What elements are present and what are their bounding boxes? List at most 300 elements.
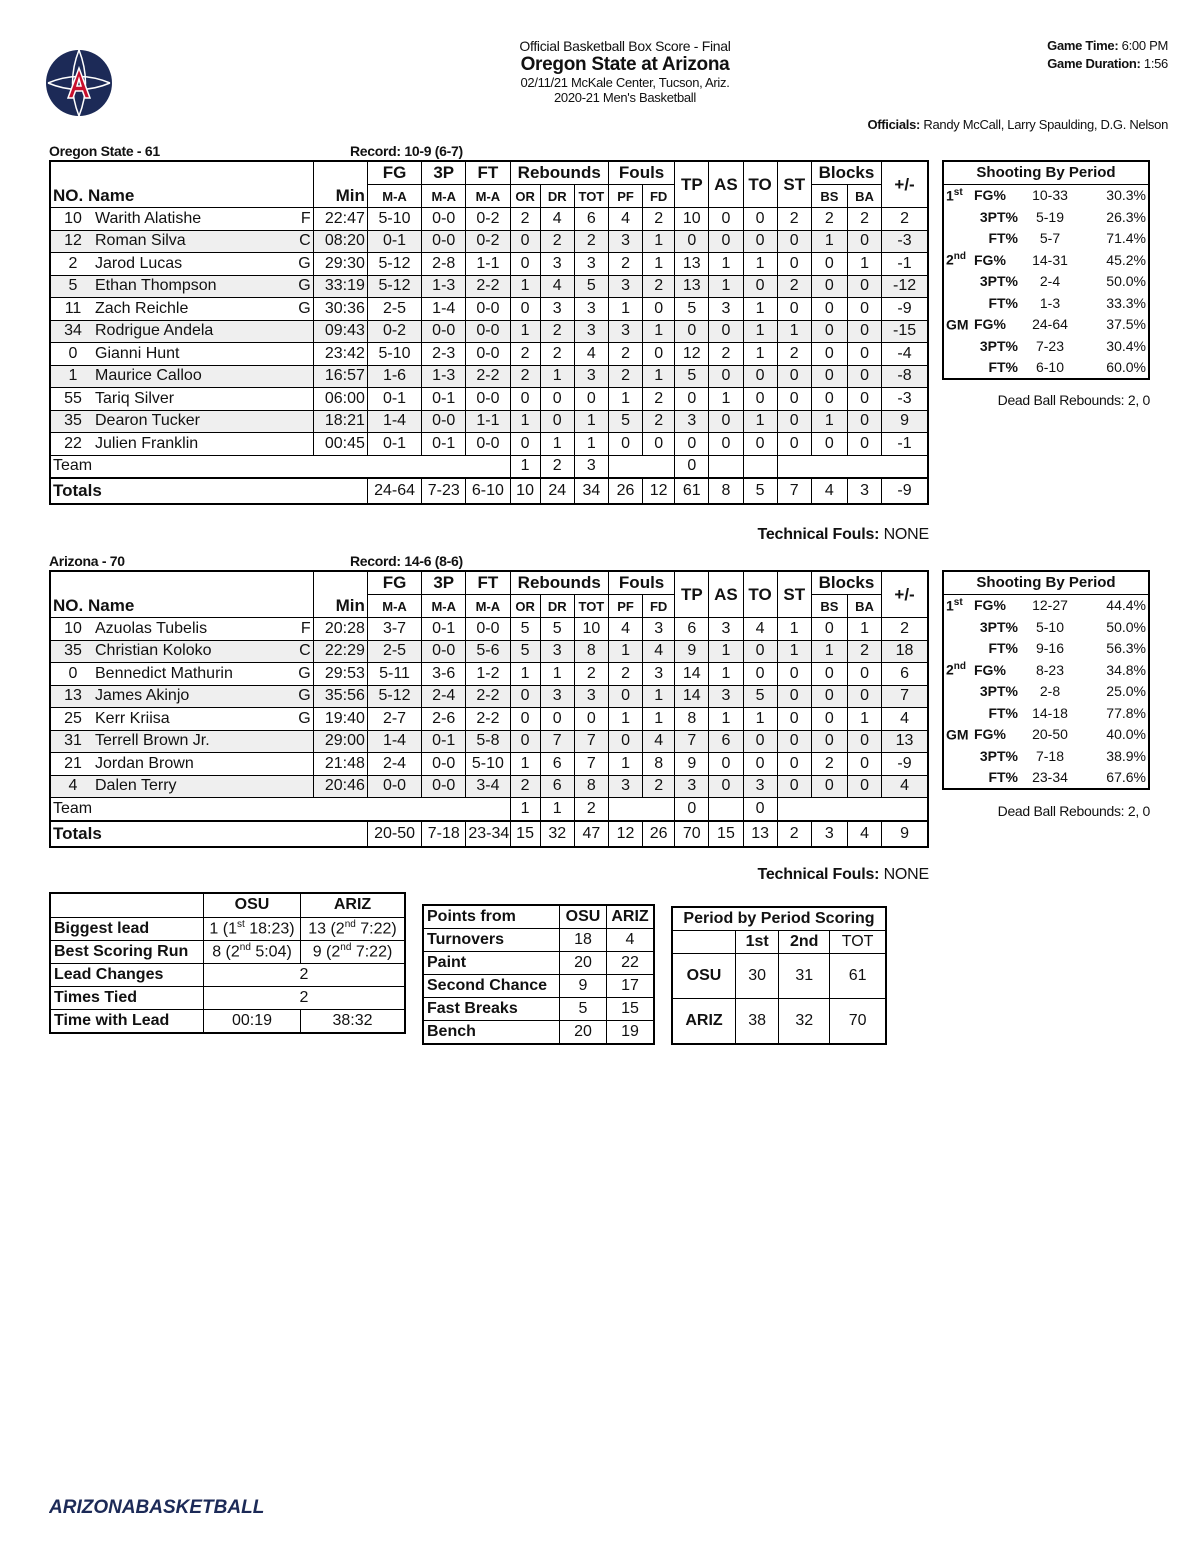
player-stat: 1 bbox=[643, 230, 675, 253]
team-tp: 0 bbox=[675, 798, 709, 821]
totals-stat: 4 bbox=[847, 821, 881, 847]
shooting-row bbox=[943, 702, 1149, 724]
officials-names: Randy McCall, Larry Spaulding, D.G. Nelson bbox=[923, 117, 1168, 132]
player-stat: 2 bbox=[540, 230, 574, 253]
period-team: ARIZ bbox=[672, 999, 736, 1045]
player-position: C bbox=[299, 232, 311, 250]
player-stat: 1 bbox=[777, 618, 811, 641]
player-stat: 0 bbox=[675, 388, 709, 411]
shooting-row bbox=[943, 681, 1149, 703]
player-stat: 5 bbox=[675, 298, 709, 321]
shooting-made-attempted: 12-27 bbox=[1032, 597, 1068, 614]
player-name-cell bbox=[50, 730, 313, 753]
player-position: G bbox=[298, 664, 311, 682]
shooting-stat-name: 3PT% bbox=[979, 273, 1018, 290]
player-number: 0 bbox=[68, 664, 78, 682]
shooting-percentage: 50.0% bbox=[1106, 618, 1146, 635]
player-stat: 5 bbox=[675, 365, 709, 388]
player-stat: 3 bbox=[709, 618, 743, 641]
player-stat: 4 bbox=[608, 618, 642, 641]
player-stat: 3-6 bbox=[422, 663, 466, 686]
player-stat: 1 bbox=[643, 253, 675, 276]
player-name-cell bbox=[50, 320, 313, 343]
header-name: Name bbox=[87, 185, 135, 205]
player-stat: 1-3 bbox=[422, 365, 466, 388]
team-dr: 2 bbox=[540, 455, 574, 478]
player-stat: 0 bbox=[847, 388, 881, 411]
player-stat: 1 bbox=[510, 320, 540, 343]
player-stat: 2 bbox=[574, 663, 608, 686]
player-stat: 0 bbox=[608, 730, 642, 753]
player-stat: 0 bbox=[743, 433, 777, 456]
player-stat: 0 bbox=[675, 433, 709, 456]
header-sub-ma: M-A bbox=[422, 185, 466, 208]
player-stat: 8 bbox=[643, 753, 675, 776]
shooting-made-attempted: 6-10 bbox=[1035, 359, 1065, 376]
shooting-made-attempted: 14-31 bbox=[1032, 251, 1068, 268]
player-name: Azuolas Tubelis bbox=[95, 619, 208, 637]
shooting-percentage: 44.4% bbox=[1106, 597, 1146, 614]
season-label: 2020-21 Men's Basketball bbox=[554, 89, 696, 105]
header-3p: 3P bbox=[422, 571, 466, 595]
osu-biggest-lead: 1 (1st 18:23) bbox=[204, 917, 301, 940]
player-stat: 4 bbox=[882, 708, 928, 731]
player-stat: 1 bbox=[709, 388, 743, 411]
period-suffix: nd bbox=[953, 661, 967, 673]
totals-stat: 47 bbox=[574, 821, 608, 847]
player-name-cell bbox=[50, 775, 313, 798]
player-stat: 00:45 bbox=[313, 433, 367, 456]
totals-stat: 5 bbox=[743, 478, 777, 504]
player-stat: 0 bbox=[743, 230, 777, 253]
player-stat: 29:00 bbox=[313, 730, 367, 753]
totals-stat: 15 bbox=[510, 821, 540, 847]
shooting-stat-name: FG% bbox=[974, 726, 1006, 743]
player-stat: 3 bbox=[540, 640, 574, 663]
player-stat: 6 bbox=[882, 663, 928, 686]
player-stat: 0 bbox=[540, 388, 574, 411]
player-stat: 2 bbox=[510, 365, 540, 388]
game-date-venue: 02/11/21 McKale Center, Tucson, Ariz. bbox=[520, 74, 730, 90]
player-stat: 0 bbox=[811, 253, 847, 276]
shooting-made-attempted: 5-19 bbox=[1035, 208, 1065, 225]
player-stat: 0 bbox=[847, 730, 881, 753]
player-stat: 9 bbox=[675, 753, 709, 776]
player-stat: -4 bbox=[882, 343, 928, 366]
player-stat: 0 bbox=[743, 275, 777, 298]
player-stat: 16:57 bbox=[313, 365, 367, 388]
player-stat: 13 bbox=[675, 253, 709, 276]
player-stat: 1 bbox=[709, 708, 743, 731]
shooting-made-attempted: 23-34 bbox=[1032, 769, 1068, 786]
player-stat: 0-0 bbox=[422, 320, 466, 343]
player-stat: 0-0 bbox=[466, 433, 510, 456]
player-stat: 0 bbox=[709, 433, 743, 456]
player-stat: 1 bbox=[743, 343, 777, 366]
player-stat: 0 bbox=[811, 365, 847, 388]
player-row bbox=[50, 320, 928, 343]
player-stat: 2 bbox=[882, 208, 928, 231]
player-stat: 4 bbox=[643, 730, 675, 753]
player-stat: 33:19 bbox=[313, 275, 367, 298]
totals-stat: 34 bbox=[574, 478, 608, 504]
player-stat: 0-0 bbox=[367, 775, 421, 798]
header-no: NO. bbox=[53, 185, 84, 205]
player-stat: 1 bbox=[574, 410, 608, 433]
period-1st-header: 1st bbox=[736, 931, 779, 954]
player-stat: 0 bbox=[777, 730, 811, 753]
player-stat: 0-1 bbox=[422, 730, 466, 753]
player-stat: 9 bbox=[675, 640, 709, 663]
player-stat: 20:28 bbox=[313, 618, 367, 641]
player-stat: 0 bbox=[777, 230, 811, 253]
player-stat: 06:00 bbox=[313, 388, 367, 411]
header-min: Min bbox=[313, 185, 367, 208]
player-stat: 0-1 bbox=[422, 388, 466, 411]
player-stat: 0 bbox=[811, 708, 847, 731]
box-score-table bbox=[49, 160, 929, 505]
player-stat: 1 bbox=[743, 410, 777, 433]
totals-stat: 10 bbox=[510, 478, 540, 504]
player-stat: 0 bbox=[743, 208, 777, 231]
player-stat: 0-0 bbox=[422, 753, 466, 776]
player-number: 31 bbox=[64, 732, 82, 750]
player-stat: 0 bbox=[743, 388, 777, 411]
player-stat: 0 bbox=[574, 388, 608, 411]
player-stat: 1 bbox=[811, 640, 847, 663]
player-stat: 2 bbox=[643, 388, 675, 411]
player-stat: 2-2 bbox=[466, 685, 510, 708]
player-number: 10 bbox=[64, 619, 82, 637]
points-row bbox=[423, 975, 654, 998]
period-label bbox=[943, 206, 972, 228]
player-stat: 1 bbox=[608, 388, 642, 411]
player-stat: 30:36 bbox=[313, 298, 367, 321]
player-stat: 0 bbox=[847, 275, 881, 298]
totals-stat: 23-34 bbox=[466, 821, 510, 847]
player-stat: 4 bbox=[882, 775, 928, 798]
totals-stat: 6-10 bbox=[466, 478, 510, 504]
player-stat: 1 bbox=[709, 640, 743, 663]
header-sub-ma: M-A bbox=[466, 595, 510, 618]
player-stat: 1 bbox=[743, 320, 777, 343]
player-stat: 4 bbox=[608, 208, 642, 231]
player-stat: 22:29 bbox=[313, 640, 367, 663]
player-stat: 1-4 bbox=[367, 730, 421, 753]
period-label bbox=[943, 271, 972, 293]
shooting-percentage: 71.4% bbox=[1106, 230, 1146, 247]
player-stat: 0-0 bbox=[466, 298, 510, 321]
shooting-row bbox=[943, 616, 1149, 638]
header-spacer bbox=[50, 571, 313, 595]
period-number: GM bbox=[946, 316, 969, 333]
player-name: Dearon Tucker bbox=[95, 412, 200, 430]
player-stat: 3 bbox=[540, 298, 574, 321]
period-number: 2 bbox=[946, 662, 954, 679]
player-stat: 0 bbox=[811, 388, 847, 411]
player-stat: 12 bbox=[675, 343, 709, 366]
player-stat: 14 bbox=[675, 685, 709, 708]
player-stat: 0 bbox=[675, 320, 709, 343]
player-stat: 3 bbox=[675, 410, 709, 433]
player-stat: 0 bbox=[709, 753, 743, 776]
period-label bbox=[943, 357, 972, 380]
player-stat: 3 bbox=[643, 618, 675, 641]
player-stat: 8 bbox=[574, 640, 608, 663]
player-row bbox=[50, 663, 928, 686]
period-team: OSU bbox=[672, 954, 736, 999]
box-score-type: Official Basketball Box Score - Final bbox=[519, 38, 731, 54]
header-sub-fd: FD bbox=[643, 595, 675, 618]
shooting-stat-name: FT% bbox=[988, 359, 1018, 376]
shooting-stat-name: 3PT% bbox=[979, 683, 1018, 700]
player-stat: 0 bbox=[709, 208, 743, 231]
points-category: Bench bbox=[423, 1021, 560, 1045]
player-stat: 5 bbox=[540, 618, 574, 641]
player-name: James Akinjo bbox=[95, 687, 190, 705]
header-spacer-min bbox=[313, 571, 367, 595]
points-category: Turnovers bbox=[423, 929, 560, 952]
technical-fouls-label: Technical Fouls: bbox=[757, 526, 880, 543]
game-duration-label: Game Duration: bbox=[1047, 56, 1141, 71]
player-row bbox=[50, 708, 928, 731]
player-stat: 1-6 bbox=[367, 365, 421, 388]
header-rebounds: Rebounds bbox=[510, 571, 608, 595]
player-stat: -3 bbox=[882, 230, 928, 253]
header-as: AS bbox=[709, 571, 743, 618]
player-stat: 0 bbox=[811, 433, 847, 456]
points-osu-value: 5 bbox=[560, 998, 607, 1021]
player-stat: 0 bbox=[847, 320, 881, 343]
player-stat: 5-11 bbox=[367, 663, 421, 686]
totals-stat: 15 bbox=[709, 821, 743, 847]
player-stat: 1 bbox=[847, 618, 881, 641]
times-tied-label: Times Tied bbox=[50, 986, 204, 1009]
game-time-label: Game Time: bbox=[1047, 38, 1119, 53]
player-stat: 2 bbox=[510, 343, 540, 366]
points-osu-value: 20 bbox=[560, 1021, 607, 1045]
header-fg: FG bbox=[367, 161, 421, 185]
player-name: Kerr Kriisa bbox=[95, 709, 170, 727]
player-stat: 0 bbox=[811, 320, 847, 343]
totals-stat: 3 bbox=[847, 478, 881, 504]
player-stat: 1-3 bbox=[422, 275, 466, 298]
player-stat: 0 bbox=[847, 230, 881, 253]
player-stat: 1 bbox=[510, 753, 540, 776]
player-name-cell bbox=[50, 208, 313, 231]
player-stat: 5 bbox=[510, 618, 540, 641]
player-row bbox=[50, 343, 928, 366]
totals-stat: 7 bbox=[777, 478, 811, 504]
player-stat: 0 bbox=[811, 730, 847, 753]
header-spacer-min bbox=[313, 161, 367, 185]
player-stat: 1 bbox=[709, 253, 743, 276]
player-stat: 0 bbox=[777, 708, 811, 731]
team-or: 1 bbox=[510, 455, 540, 478]
period-number: 2 bbox=[946, 252, 954, 269]
player-stat: 2 bbox=[574, 230, 608, 253]
player-name: Roman Silva bbox=[95, 232, 186, 250]
player-stat: 0 bbox=[709, 365, 743, 388]
technical-fouls-value: NONE bbox=[883, 866, 929, 883]
points-category: Second Chance bbox=[423, 975, 560, 998]
player-stat: 2 bbox=[811, 208, 847, 231]
shooting-percentage: 30.4% bbox=[1106, 337, 1146, 354]
player-stat: 19:40 bbox=[313, 708, 367, 731]
player-stat: 6 bbox=[709, 730, 743, 753]
shooting-made-attempted: 7-18 bbox=[1035, 747, 1065, 764]
player-name: Gianni Hunt bbox=[95, 344, 180, 362]
player-stat: 0 bbox=[847, 298, 881, 321]
player-stat: 2-2 bbox=[466, 365, 510, 388]
points-osu-header: OSU bbox=[560, 905, 607, 929]
player-stat: 0 bbox=[743, 365, 777, 388]
ariz-best-run: 9 (2nd 7:22) bbox=[301, 940, 406, 963]
points-row bbox=[423, 1021, 654, 1045]
player-stat: 18 bbox=[882, 640, 928, 663]
player-stat: 0 bbox=[847, 775, 881, 798]
team-record: Record: 14-6 (8-6) bbox=[350, 553, 463, 569]
player-number: 25 bbox=[64, 709, 82, 727]
player-stat: 3-4 bbox=[466, 775, 510, 798]
player-stat: 0 bbox=[510, 388, 540, 411]
shooting-row bbox=[943, 724, 1149, 746]
player-stat: 5 bbox=[608, 410, 642, 433]
player-number: 11 bbox=[64, 299, 82, 317]
player-name: Tariq Silver bbox=[95, 389, 175, 407]
points-category: Paint bbox=[423, 952, 560, 975]
biggest-lead-label: Biggest lead bbox=[50, 917, 204, 940]
shooting-percentage: 34.8% bbox=[1106, 661, 1146, 678]
player-number: 35 bbox=[64, 642, 82, 660]
shooting-by-period-title: Shooting By Period bbox=[943, 161, 1149, 184]
header-sub-pf: PF bbox=[608, 595, 642, 618]
shooting-made-attempted: 5-7 bbox=[1039, 230, 1061, 247]
period-scoring-table bbox=[671, 906, 887, 1045]
team-row bbox=[50, 798, 928, 821]
header-min: Min bbox=[313, 595, 367, 618]
player-stat: 8 bbox=[675, 708, 709, 731]
player-stat: 08:20 bbox=[313, 230, 367, 253]
player-stat: 2 bbox=[608, 365, 642, 388]
player-stat: 1 bbox=[510, 663, 540, 686]
period-suffix: st bbox=[953, 596, 963, 608]
player-stat: 3 bbox=[743, 775, 777, 798]
team-tp: 0 bbox=[675, 455, 709, 478]
player-stat: 4 bbox=[643, 640, 675, 663]
player-stat: 09:43 bbox=[313, 320, 367, 343]
player-stat: 13 bbox=[675, 275, 709, 298]
player-stat: 2 bbox=[510, 208, 540, 231]
team-record: Record: 10-9 (6-7) bbox=[350, 143, 463, 159]
player-stat: 1 bbox=[608, 298, 642, 321]
shooting-made-attempted: 10-33 bbox=[1032, 187, 1068, 204]
player-stat: 0 bbox=[777, 753, 811, 776]
shooting-percentage: 40.0% bbox=[1106, 726, 1146, 743]
totals-stat: 9 bbox=[882, 821, 928, 847]
ariz-time-with-lead: 38:32 bbox=[301, 1009, 406, 1033]
header-name: Name bbox=[87, 595, 135, 615]
shooting-stat-name: FG% bbox=[974, 316, 1006, 333]
shooting-row bbox=[943, 638, 1149, 660]
shooting-stat-name: 3PT% bbox=[979, 208, 1018, 225]
lead-header-ariz: ARIZ bbox=[301, 893, 406, 917]
player-name-cell bbox=[50, 230, 313, 253]
player-stat: 0 bbox=[847, 410, 881, 433]
totals-row bbox=[50, 478, 928, 504]
player-stat: 29:53 bbox=[313, 663, 367, 686]
player-stat: 2 bbox=[540, 320, 574, 343]
totals-stat: 4 bbox=[811, 478, 847, 504]
player-stat: 1 bbox=[811, 410, 847, 433]
team-fouls-empty bbox=[608, 798, 674, 821]
team-tot: 3 bbox=[574, 455, 608, 478]
game-time: 6:00 PM bbox=[1121, 38, 1168, 53]
totals-label: Totals bbox=[50, 821, 367, 847]
player-stat: 6 bbox=[574, 208, 608, 231]
player-stat: 1 bbox=[811, 230, 847, 253]
player-stat: 5-6 bbox=[466, 640, 510, 663]
player-number: 34 bbox=[64, 322, 82, 340]
points-from-table bbox=[422, 904, 655, 1045]
arizona-basketball-wordmark bbox=[49, 1494, 279, 1520]
player-stat: 14 bbox=[675, 663, 709, 686]
period-label bbox=[943, 292, 972, 314]
player-stat: 1 bbox=[540, 663, 574, 686]
period-total-score: 61 bbox=[830, 954, 886, 999]
header-sub-or: OR bbox=[510, 595, 540, 618]
totals-stat: 13 bbox=[743, 821, 777, 847]
points-osu-value: 18 bbox=[560, 929, 607, 952]
player-stat: 0-2 bbox=[466, 208, 510, 231]
player-name: Ethan Thompson bbox=[95, 277, 217, 295]
player-stat: 1 bbox=[540, 433, 574, 456]
shooting-stat-name: FT% bbox=[988, 294, 1018, 311]
player-stat: 3 bbox=[574, 298, 608, 321]
player-row bbox=[50, 365, 928, 388]
period-suffix: st bbox=[953, 186, 963, 198]
player-stat: 0 bbox=[510, 230, 540, 253]
header-sub-pf: PF bbox=[608, 185, 642, 208]
player-stat: 0-2 bbox=[367, 320, 421, 343]
header-sub-ma: M-A bbox=[466, 185, 510, 208]
player-stat: 6 bbox=[540, 775, 574, 798]
header-sub-ma: M-A bbox=[367, 185, 421, 208]
period-corner bbox=[672, 931, 736, 954]
player-stat: 0 bbox=[510, 433, 540, 456]
player-stat: 10 bbox=[675, 208, 709, 231]
shooting-percentage: 30.3% bbox=[1106, 187, 1146, 204]
period-label bbox=[943, 659, 972, 681]
shooting-made-attempted: 7-23 bbox=[1035, 337, 1065, 354]
player-stat: 1-4 bbox=[367, 410, 421, 433]
points-osu-value: 9 bbox=[560, 975, 607, 998]
player-stat: 0-2 bbox=[466, 230, 510, 253]
player-stat: 5 bbox=[743, 685, 777, 708]
points-row bbox=[423, 998, 654, 1021]
player-stat: -12 bbox=[882, 275, 928, 298]
points-ariz-value: 15 bbox=[607, 998, 655, 1021]
team-rest-empty bbox=[777, 798, 928, 821]
header-sub-tot: TOT bbox=[574, 185, 608, 208]
player-number: 55 bbox=[64, 389, 82, 407]
player-stat: 1-4 bbox=[422, 298, 466, 321]
points-ariz-value: 19 bbox=[607, 1021, 655, 1045]
player-stat: 7 bbox=[882, 685, 928, 708]
header-spacer bbox=[50, 161, 313, 185]
player-stat: 0 bbox=[777, 410, 811, 433]
header-tp: TP bbox=[675, 161, 709, 208]
